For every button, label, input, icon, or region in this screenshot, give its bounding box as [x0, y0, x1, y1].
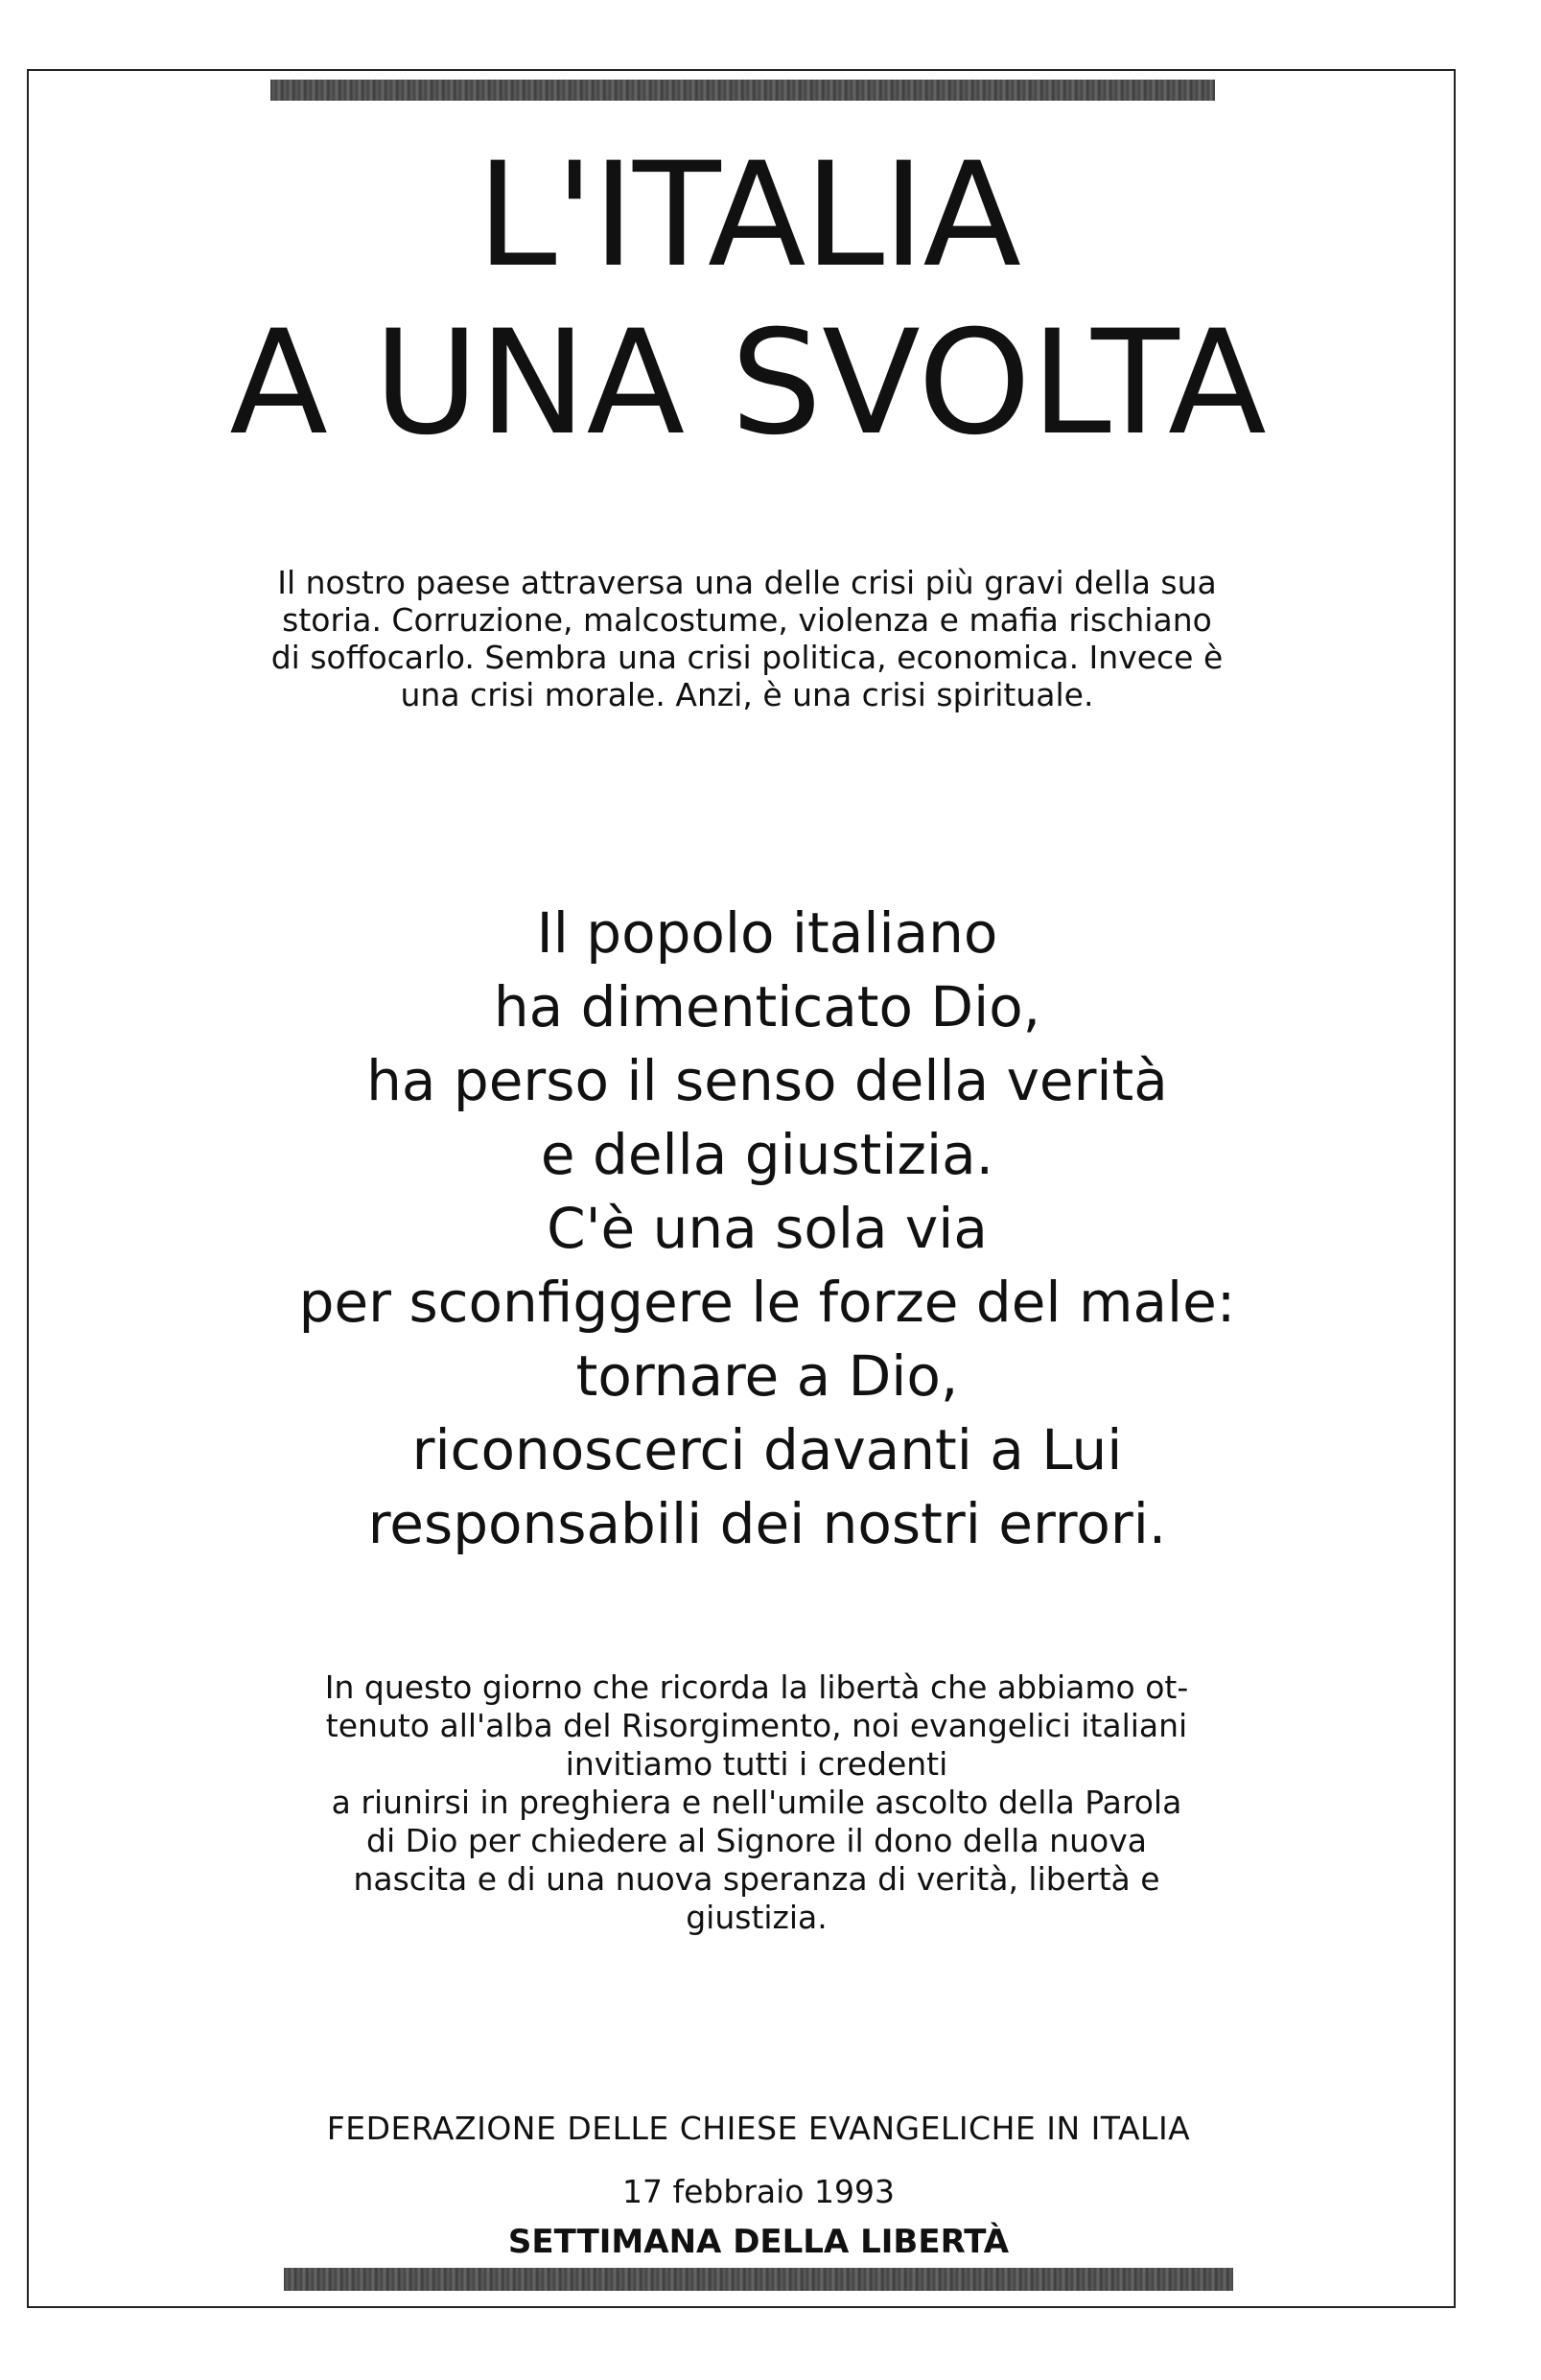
headline-line-2: A UNA SVOLTA — [229, 300, 1267, 467]
organization-name: FEDERAZIONE DELLE CHIESE EVANGELICHE IN ITALIA — [326, 2110, 1191, 2147]
main-message — [230, 897, 1304, 1561]
main-message-line: Il popolo italiano — [536, 900, 998, 966]
main-message-line: riconoscerci davanti a Lui — [411, 1417, 1123, 1482]
invitation-line: a riunirsi in preghiera e nell'umile ascolto della Parola — [331, 1784, 1182, 1821]
event-date: 17 febbraio 1993 — [622, 2173, 895, 2210]
headline-line-1: L'ITALIA — [476, 132, 1020, 299]
main-message-line: tornare a Dio, — [575, 1343, 959, 1409]
main-message-line: responsabili dei nostri errori. — [367, 1491, 1167, 1556]
invitation-line: giustizia. — [686, 1899, 828, 1936]
invitation-line: nascita e di una nuova speranza di verità, libertà e — [353, 1860, 1160, 1898]
event-title: SETTIMANA DELLA LIBERTÀ — [507, 2223, 1010, 2261]
bottom-rule — [284, 2268, 1233, 2291]
intro-paragraph: Il nostro paese attraversa una delle crisi più gravi della sua storia. Corruzione, malcostume, violenza e mafia rischiano di soffocarlo. Sembra una crisi politica, economica. Invece è una crisi morale. Anzi, è una crisi spirituale. — [270, 564, 1224, 713]
invitation-line: tenuto all'alba del Risorgimento, noi evangelici italiani — [325, 1707, 1188, 1744]
invitation-line: In questo giorno che ricorda la libertà che abbiamo ot- — [324, 1668, 1189, 1706]
invitation-paragraph — [284, 1668, 1229, 1937]
invitation-line: invitiamo tutti i credenti — [565, 1745, 948, 1783]
main-message-line: e della giustizia. — [540, 1122, 994, 1187]
main-message-line: per sconfiggere le forze del male: — [298, 1270, 1236, 1335]
invitation-line: di Dio per chiedere al Signore il dono della nuova — [366, 1822, 1147, 1859]
main-message-line: ha dimenticato Dio, — [493, 974, 1041, 1039]
main-message-line: ha perso il senso della verità — [366, 1048, 1168, 1113]
top-rule — [270, 80, 1215, 101]
main-message-line: C'è una sola via — [547, 1196, 988, 1261]
